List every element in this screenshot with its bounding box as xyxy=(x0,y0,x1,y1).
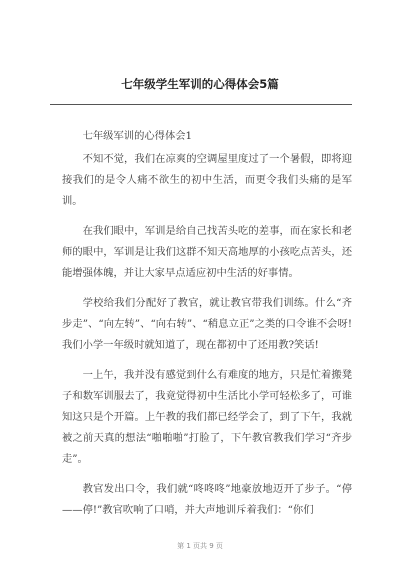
paragraph: 一上午，我并没有感觉到什么有难度的地方，只是忙着搬凳子和数军训服去了，我竟觉得初中生活比小学可轻松多了，可谁知这只是个开篇。上午教的我们都已经学会了，到了下午，我就被之前天真的想法“啪啪啪”打脸了，下午教官教我们学习“齐步走”。 xyxy=(62,369,352,465)
paragraph: 教官发出口令，我们就“咚咚咚”地豪放地迈开了步子。“停——停!”教官吹响了口哨，并大声地训斥着我们：“你们 xyxy=(62,483,352,516)
document-body xyxy=(62,126,352,530)
page-footer: 第 1 页共 9 页 xyxy=(177,542,223,550)
paragraph: 学校给我们分配好了教官，就让教官带我们训练。什么“齐步走”、“向左转”、“向右转”、“稍息立正”之类的口令谁不会呀!我们小学一年级时就知道了，现在都初中了还用教?笑话! xyxy=(62,297,352,351)
paragraph: 在我们眼中，军训是给自己找苦头吃的差事，而在家长和老师的眼中，军训是让我们这群不知天高地厚的小孩吃点苦头，还能增强体魄，并让大家早点适应初中生活的好事情。 xyxy=(62,225,352,279)
paragraph: 不知不觉，我们在凉爽的空调屋里度过了一个暑假，即将迎接我们的是令人痛不欲生的初中生活，而更令我们头痛的是军训。 xyxy=(62,153,352,207)
section-heading: 七年级军训的心得体会1 xyxy=(82,130,193,142)
title-divider xyxy=(50,104,352,105)
document-title: 七年级学生军训的心得体会5篇 xyxy=(121,77,279,91)
